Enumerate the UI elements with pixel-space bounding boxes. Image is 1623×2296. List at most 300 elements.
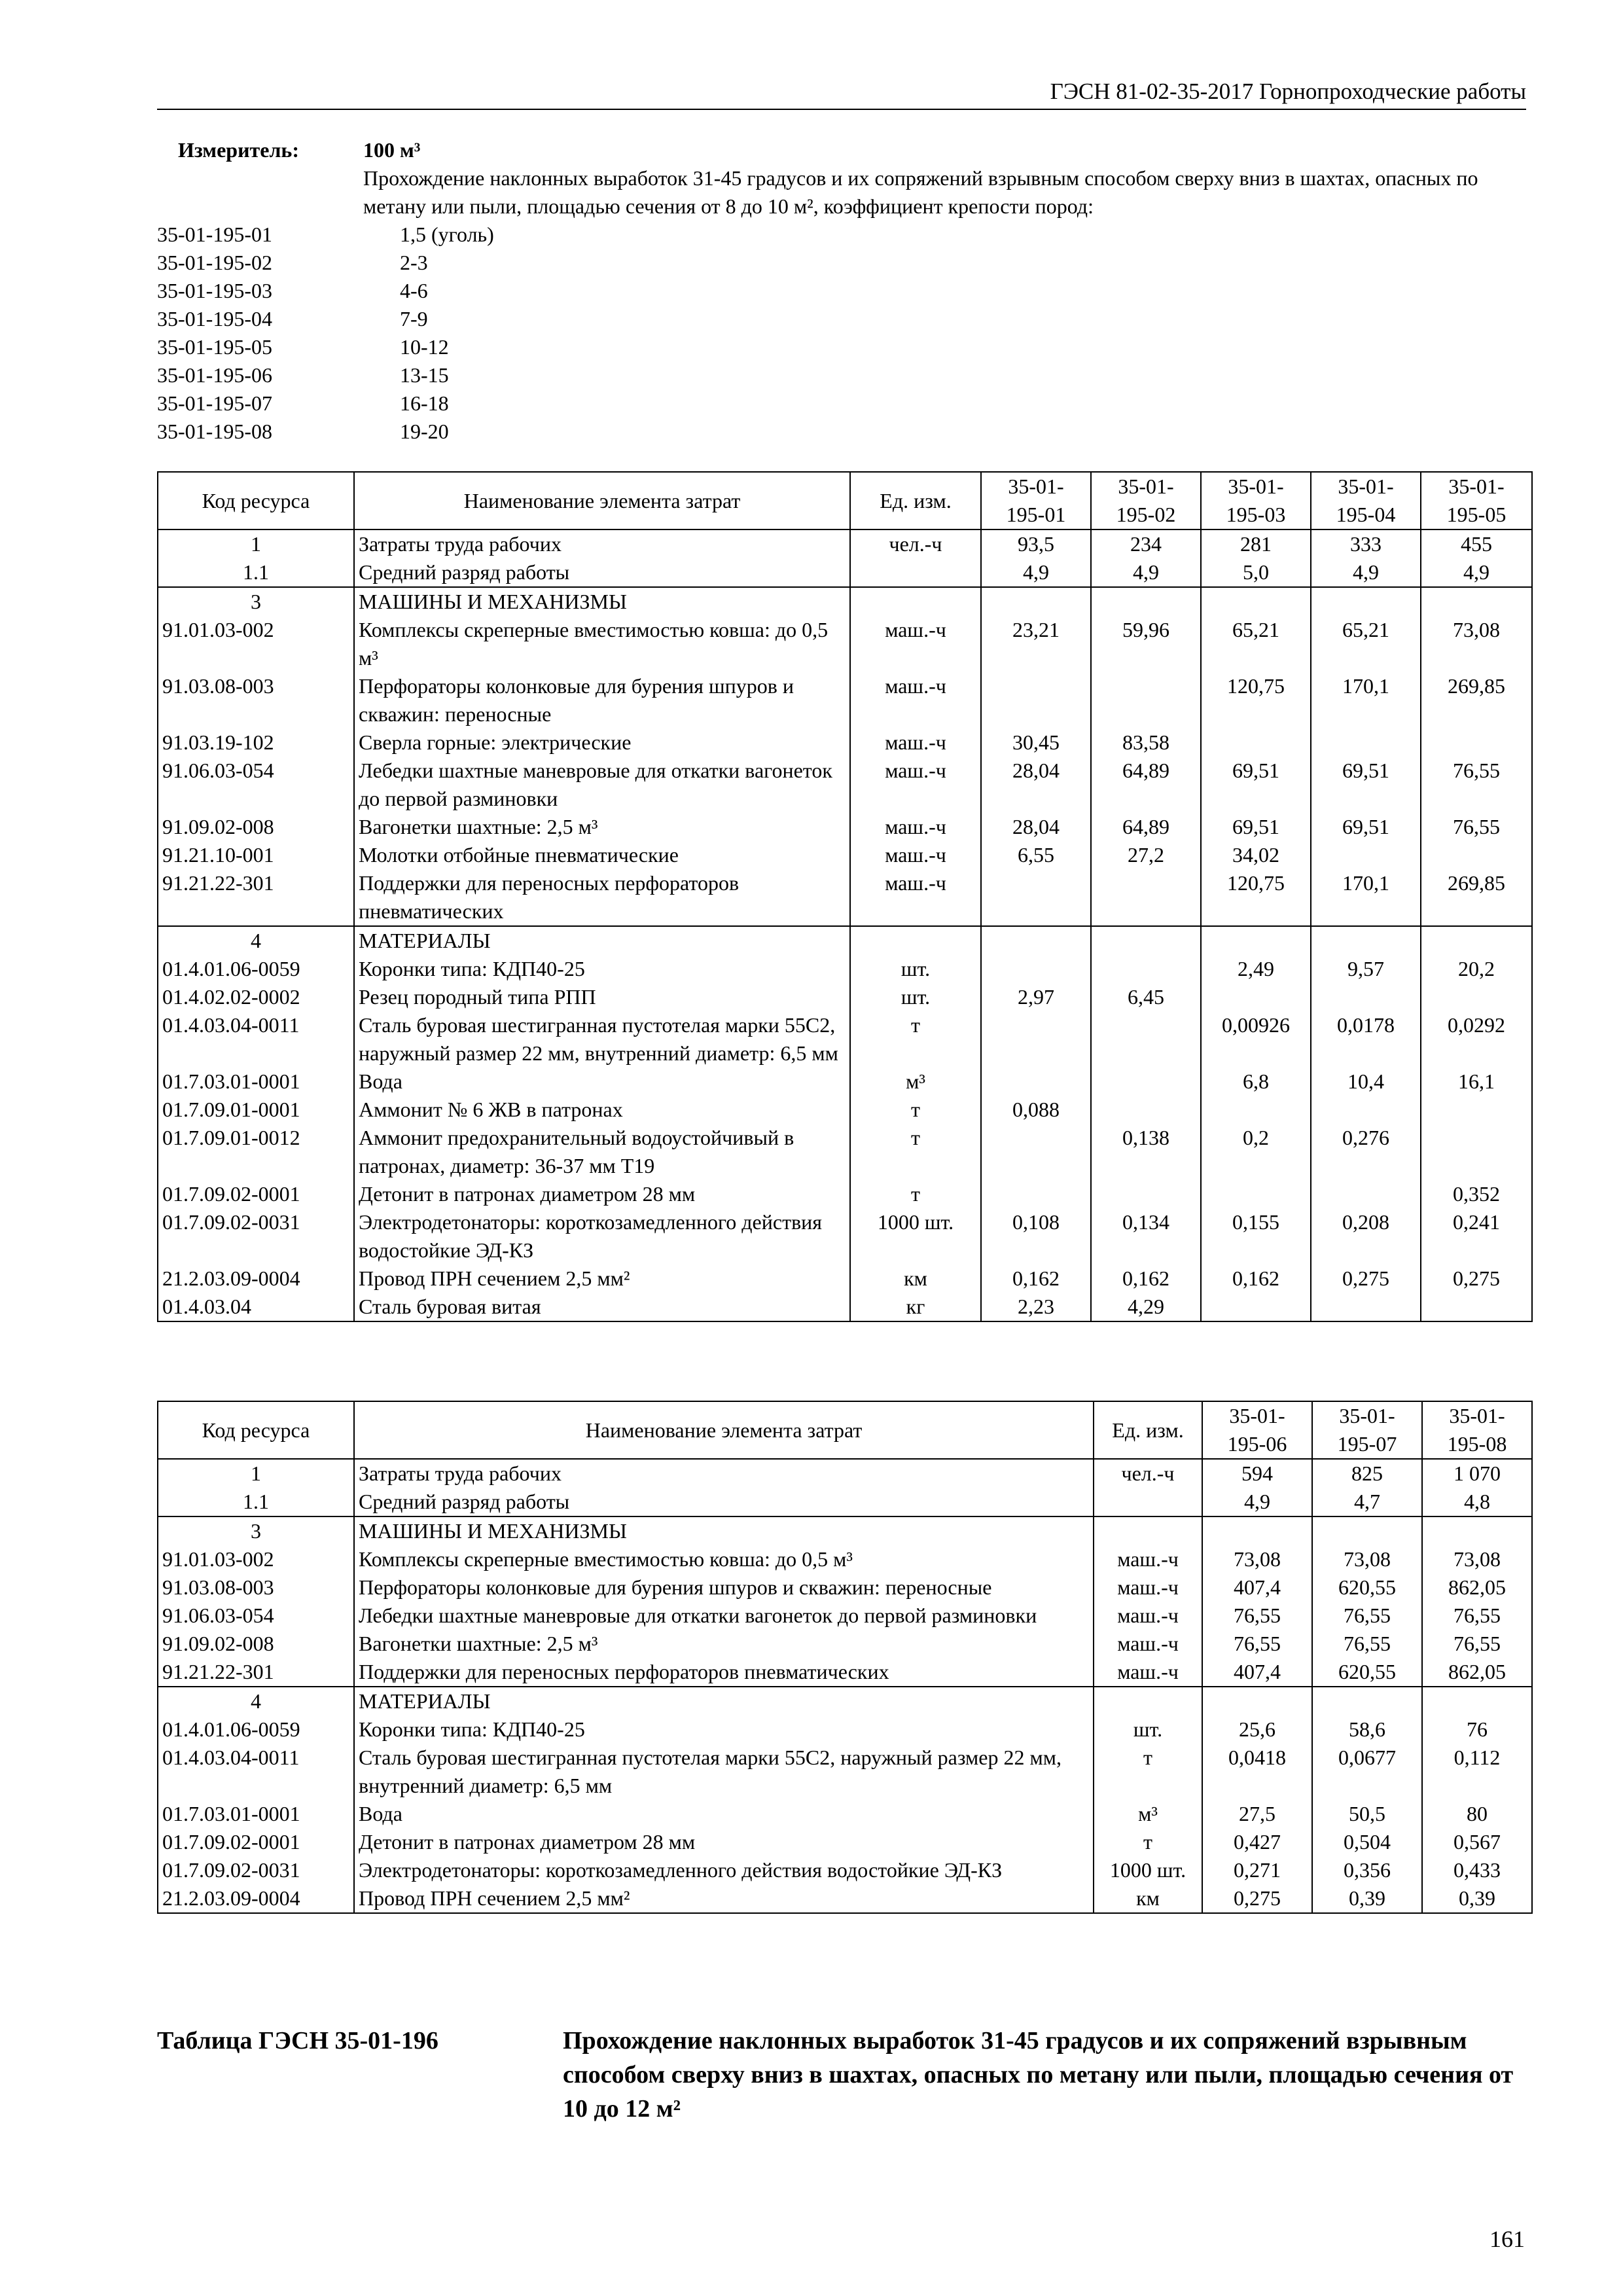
resource-name: Лебедки шахтные маневровые для откатки вагонеток до первой разминовки bbox=[354, 1602, 1094, 1630]
next-table-label: Таблица ГЭСН 35-01-196 bbox=[157, 2027, 438, 2054]
resource-code: 01.4.02.02-0002 bbox=[158, 983, 354, 1011]
unit-cell: маш.-ч bbox=[850, 869, 981, 926]
value-cell: 58,6 bbox=[1312, 1715, 1422, 1744]
value-cell bbox=[1421, 1293, 1532, 1321]
resource-name: Затраты труда рабочих bbox=[354, 1459, 1094, 1488]
value-cell: 65,21 bbox=[1201, 616, 1311, 672]
unit-cell: км bbox=[850, 1265, 981, 1293]
value-cell: 2,49 bbox=[1201, 955, 1311, 983]
table-row bbox=[158, 558, 1532, 587]
value-cell: 594 bbox=[1202, 1459, 1312, 1488]
value-cell: 269,85 bbox=[1421, 869, 1532, 926]
unit-cell bbox=[850, 587, 981, 616]
value-cell: 64,89 bbox=[1091, 757, 1201, 813]
resource-code: 1.1 bbox=[158, 1488, 354, 1516]
resource-code: 01.4.03.04-0011 bbox=[158, 1011, 354, 1067]
resource-code: 01.7.03.01-0001 bbox=[158, 1800, 354, 1828]
value-cell bbox=[1421, 926, 1532, 955]
meter-item bbox=[157, 389, 1531, 418]
table-row bbox=[158, 1715, 1532, 1744]
unit-cell: маш.-ч bbox=[850, 841, 981, 869]
table-row bbox=[158, 983, 1532, 1011]
value-cell bbox=[1311, 728, 1421, 757]
resource-code: 01.7.09.02-0031 bbox=[158, 1856, 354, 1884]
value-cell bbox=[1091, 955, 1201, 983]
table-header-row bbox=[158, 472, 1532, 529]
resource-name: МАШИНЫ И МЕХАНИЗМЫ bbox=[354, 587, 850, 616]
page-header-title: ГЭСН 81-02-35-2017 Горнопроходческие работы bbox=[1050, 79, 1526, 104]
value-cell bbox=[1421, 1096, 1532, 1124]
value-cell bbox=[1091, 672, 1201, 728]
meter-item-value: 13-15 bbox=[400, 363, 449, 387]
meter-item-code: 35-01-195-05 bbox=[157, 335, 272, 359]
resource-code: 01.4.01.06-0059 bbox=[158, 955, 354, 983]
column-header: 35-01- 195-04 bbox=[1311, 472, 1421, 529]
value-cell bbox=[1311, 983, 1421, 1011]
value-cell bbox=[981, 587, 1091, 616]
value-cell: 65,21 bbox=[1311, 616, 1421, 672]
value-cell bbox=[1201, 926, 1311, 955]
resource-code: 91.03.08-003 bbox=[158, 672, 354, 728]
meter-item bbox=[157, 418, 1531, 446]
resource-name: Детонит в патронах диаметром 28 мм bbox=[354, 1828, 1094, 1856]
meter-item-code: 35-01-195-06 bbox=[157, 363, 272, 387]
value-cell bbox=[1421, 728, 1532, 757]
value-cell: 27,5 bbox=[1202, 1800, 1312, 1828]
value-cell: 34,02 bbox=[1201, 841, 1311, 869]
resource-name: Электродетонаторы: короткозамедленного действия водостойкие ЭД-КЗ bbox=[354, 1856, 1094, 1884]
value-cell: 73,08 bbox=[1202, 1545, 1312, 1573]
unit-cell: шт. bbox=[1094, 1715, 1202, 1744]
value-cell: 0,00926 bbox=[1201, 1011, 1311, 1067]
value-cell: 234 bbox=[1091, 529, 1201, 558]
resource-name: Вода bbox=[354, 1800, 1094, 1828]
resource-code: 01.7.09.02-0001 bbox=[158, 1828, 354, 1856]
resource-name: Сталь буровая витая bbox=[354, 1293, 850, 1321]
value-cell bbox=[1311, 1096, 1421, 1124]
value-cell: 30,45 bbox=[981, 728, 1091, 757]
resource-code: 21.2.03.09-0004 bbox=[158, 1884, 354, 1913]
value-cell: 25,6 bbox=[1202, 1715, 1312, 1744]
value-cell: 0,0418 bbox=[1202, 1744, 1312, 1800]
value-cell: 73,08 bbox=[1421, 616, 1532, 672]
value-cell: 0,352 bbox=[1421, 1180, 1532, 1208]
meter-item-value: 19-20 bbox=[400, 420, 449, 443]
resource-name: Комплексы скреперные вместимостью ковша: до 0,5 м³ bbox=[354, 616, 850, 672]
table-row bbox=[158, 1096, 1532, 1124]
value-cell: 0,0178 bbox=[1311, 1011, 1421, 1067]
table-row bbox=[158, 1124, 1532, 1180]
value-cell: 76,55 bbox=[1422, 1602, 1532, 1630]
value-cell bbox=[981, 1124, 1091, 1180]
meter-description: Прохождение наклонных выработок 31-45 градусов и их сопряжений взрывным способом сверху вниз в шахтах, опасных по метану или пыли, площадью сечения от 8 до 10 м², коэффициент крепости пород: bbox=[363, 166, 1478, 218]
table-row bbox=[158, 1602, 1532, 1630]
resource-code: 01.4.03.04-0011 bbox=[158, 1744, 354, 1800]
resource-code: 1 bbox=[158, 529, 354, 558]
unit-cell bbox=[1094, 1687, 1202, 1715]
resource-name: Электродетонаторы: короткозамедленного действия водостойкие ЭД-КЗ bbox=[354, 1208, 850, 1265]
resource-code: 91.06.03-054 bbox=[158, 1602, 354, 1630]
value-cell: 69,51 bbox=[1311, 757, 1421, 813]
table-row bbox=[158, 1744, 1532, 1800]
value-cell: 76,55 bbox=[1202, 1602, 1312, 1630]
resource-code: 91.09.02-008 bbox=[158, 1630, 354, 1658]
unit-cell: маш.-ч bbox=[850, 616, 981, 672]
resource-code: 01.7.09.01-0001 bbox=[158, 1096, 354, 1124]
value-cell: 16,1 bbox=[1421, 1067, 1532, 1096]
table-row bbox=[158, 728, 1532, 757]
value-cell: 0,162 bbox=[1201, 1265, 1311, 1293]
unit-cell: т bbox=[1094, 1744, 1202, 1800]
value-cell: 620,55 bbox=[1312, 1658, 1422, 1687]
page-number: 161 bbox=[1489, 2226, 1525, 2252]
table-row bbox=[158, 1488, 1532, 1516]
table-row bbox=[158, 1800, 1532, 1828]
section-row bbox=[158, 587, 1532, 616]
unit-cell: т bbox=[850, 1180, 981, 1208]
resource-name: Перфораторы колонковые для бурения шпуров и скважин: переносные bbox=[354, 672, 850, 728]
value-cell bbox=[1091, 1180, 1201, 1208]
meter-item-value: 7-9 bbox=[400, 307, 428, 331]
value-cell: 0,276 bbox=[1311, 1124, 1421, 1180]
value-cell: 27,2 bbox=[1091, 841, 1201, 869]
unit-cell: маш.-ч bbox=[850, 728, 981, 757]
value-cell: 5,0 bbox=[1201, 558, 1311, 587]
unit-cell: т bbox=[850, 1011, 981, 1067]
value-cell bbox=[1311, 1180, 1421, 1208]
value-cell bbox=[1091, 869, 1201, 926]
resource-code: 01.7.09.02-0031 bbox=[158, 1208, 354, 1265]
value-cell: 59,96 bbox=[1091, 616, 1201, 672]
column-header: 35-01- 195-02 bbox=[1091, 472, 1201, 529]
resource-name: Молотки отбойные пневматические bbox=[354, 841, 850, 869]
value-cell bbox=[1091, 1067, 1201, 1096]
value-cell: 120,75 bbox=[1201, 672, 1311, 728]
value-cell: 120,75 bbox=[1201, 869, 1311, 926]
value-cell: 76 bbox=[1422, 1715, 1532, 1744]
resource-code: 91.01.03-002 bbox=[158, 1545, 354, 1573]
value-cell: 0,241 bbox=[1421, 1208, 1532, 1265]
column-header: Код ресурса bbox=[158, 1401, 354, 1459]
value-cell: 0,39 bbox=[1422, 1884, 1532, 1913]
value-cell bbox=[1421, 841, 1532, 869]
value-cell: 862,05 bbox=[1422, 1573, 1532, 1602]
unit-cell: 1000 шт. bbox=[850, 1208, 981, 1265]
value-cell: 0,162 bbox=[981, 1265, 1091, 1293]
meter-item bbox=[157, 249, 1531, 277]
value-cell: 69,51 bbox=[1311, 813, 1421, 841]
resource-name: Аммонит предохранительный водоустойчивый в патронах, диаметр: 36-37 мм Т19 bbox=[354, 1124, 850, 1180]
meter-item bbox=[157, 305, 1531, 333]
column-header: Код ресурса bbox=[158, 472, 354, 529]
resource-name: Вода bbox=[354, 1067, 850, 1096]
resource-code: 01.7.09.01-0012 bbox=[158, 1124, 354, 1180]
value-cell bbox=[981, 955, 1091, 983]
value-cell: 0,427 bbox=[1202, 1828, 1312, 1856]
table-row bbox=[158, 869, 1532, 926]
value-cell bbox=[1201, 1180, 1311, 1208]
table-row bbox=[158, 1180, 1532, 1208]
value-cell: 407,4 bbox=[1202, 1658, 1312, 1687]
resource-name: Провод ПРН сечением 2,5 мм² bbox=[354, 1265, 850, 1293]
value-cell bbox=[981, 1067, 1091, 1096]
value-cell: 6,55 bbox=[981, 841, 1091, 869]
resource-name: МАТЕРИАЛЫ bbox=[354, 926, 850, 955]
value-cell: 0,504 bbox=[1312, 1828, 1422, 1856]
resource-name: Вагонетки шахтные: 2,5 м³ bbox=[354, 1630, 1094, 1658]
value-cell bbox=[1311, 1293, 1421, 1321]
value-cell: 0,275 bbox=[1311, 1265, 1421, 1293]
value-cell bbox=[1202, 1516, 1312, 1545]
next-table-heading bbox=[157, 2024, 1531, 2126]
resource-name: Резец породный типа РПП bbox=[354, 983, 850, 1011]
value-cell: 1 070 bbox=[1422, 1459, 1532, 1488]
value-cell: 407,4 bbox=[1202, 1573, 1312, 1602]
value-cell: 4,9 bbox=[1311, 558, 1421, 587]
value-cell bbox=[1421, 587, 1532, 616]
table-row bbox=[158, 1856, 1532, 1884]
value-cell: 64,89 bbox=[1091, 813, 1201, 841]
value-cell: 4,8 bbox=[1422, 1488, 1532, 1516]
table-row bbox=[158, 1459, 1532, 1488]
value-cell: 73,08 bbox=[1422, 1545, 1532, 1573]
resource-name: Лебедки шахтные маневровые для откатки вагонеток до первой разминовки bbox=[354, 757, 850, 813]
resource-name: Поддержки для переносных перфораторов пневматических bbox=[354, 869, 850, 926]
value-cell: 170,1 bbox=[1311, 672, 1421, 728]
unit-cell: 1000 шт. bbox=[1094, 1856, 1202, 1884]
resource-code: 3 bbox=[158, 1516, 354, 1545]
value-cell bbox=[1312, 1687, 1422, 1715]
value-cell bbox=[981, 1011, 1091, 1067]
value-cell: 69,51 bbox=[1201, 813, 1311, 841]
table-row bbox=[158, 1545, 1532, 1573]
column-header: 35-01- 195-08 bbox=[1422, 1401, 1532, 1459]
resource-name: Вагонетки шахтные: 2,5 м³ bbox=[354, 813, 850, 841]
table-header-row bbox=[158, 1401, 1532, 1459]
value-cell bbox=[1201, 983, 1311, 1011]
value-cell: 0,567 bbox=[1422, 1828, 1532, 1856]
meter-item-value: 16-18 bbox=[400, 391, 449, 415]
resource-code: 3 bbox=[158, 587, 354, 616]
value-cell bbox=[1421, 983, 1532, 1011]
value-cell: 170,1 bbox=[1311, 869, 1421, 926]
unit-cell: т bbox=[850, 1124, 981, 1180]
resource-name: Средний разряд работы bbox=[354, 558, 850, 587]
resource-name: Аммонит № 6 ЖВ в патронах bbox=[354, 1096, 850, 1124]
unit-cell: м³ bbox=[850, 1067, 981, 1096]
value-cell: 4,9 bbox=[1091, 558, 1201, 587]
value-cell: 0,271 bbox=[1202, 1856, 1312, 1884]
value-cell bbox=[1311, 841, 1421, 869]
resource-name: МАШИНЫ И МЕХАНИЗМЫ bbox=[354, 1516, 1094, 1545]
section-row bbox=[158, 1687, 1532, 1715]
value-cell bbox=[1201, 1096, 1311, 1124]
unit-cell: кг bbox=[850, 1293, 981, 1321]
value-cell: 333 bbox=[1311, 529, 1421, 558]
resource-name: Сверла горные: электрические bbox=[354, 728, 850, 757]
value-cell: 825 bbox=[1312, 1459, 1422, 1488]
table-row bbox=[158, 1573, 1532, 1602]
unit-cell: маш.-ч bbox=[1094, 1573, 1202, 1602]
value-cell: 9,57 bbox=[1311, 955, 1421, 983]
resource-code: 91.21.22-301 bbox=[158, 1658, 354, 1687]
value-cell: 4,9 bbox=[1202, 1488, 1312, 1516]
value-cell: 28,04 bbox=[981, 757, 1091, 813]
meter-description-row bbox=[157, 164, 1531, 221]
unit-cell: чел.-ч bbox=[850, 529, 981, 558]
unit-cell: м³ bbox=[1094, 1800, 1202, 1828]
meter-item-code: 35-01-195-03 bbox=[157, 279, 272, 302]
resource-table-2 bbox=[157, 1401, 1533, 1914]
value-cell: 76,55 bbox=[1202, 1630, 1312, 1658]
unit-cell: чел.-ч bbox=[1094, 1459, 1202, 1488]
unit-cell: маш.-ч bbox=[1094, 1630, 1202, 1658]
resource-table-1 bbox=[157, 471, 1533, 1322]
value-cell: 0,0677 bbox=[1312, 1744, 1422, 1800]
value-cell: 93,5 bbox=[981, 529, 1091, 558]
value-cell: 76,55 bbox=[1421, 757, 1532, 813]
value-cell bbox=[1311, 926, 1421, 955]
value-cell bbox=[981, 672, 1091, 728]
next-table-title: Прохождение наклонных выработок 31-45 градусов и их сопряжений взрывным способом сверху вниз в шахтах, опасных по метану или пыли, площадью сечения от 10 до 12 м² bbox=[563, 2027, 1514, 2123]
value-cell: 0,138 bbox=[1091, 1124, 1201, 1180]
table-row bbox=[158, 672, 1532, 728]
value-cell bbox=[981, 869, 1091, 926]
unit-cell: т bbox=[850, 1096, 981, 1124]
unit-cell bbox=[1094, 1516, 1202, 1545]
meter-unit: 100 м³ bbox=[363, 138, 421, 162]
value-cell: 0,208 bbox=[1311, 1208, 1421, 1265]
value-cell: 0,155 bbox=[1201, 1208, 1311, 1265]
column-header: 35-01- 195-06 bbox=[1202, 1401, 1312, 1459]
value-cell bbox=[1091, 926, 1201, 955]
resource-name: Коронки типа: КДП40-25 bbox=[354, 955, 850, 983]
value-cell: 23,21 bbox=[981, 616, 1091, 672]
table-row bbox=[158, 616, 1532, 672]
value-cell bbox=[981, 926, 1091, 955]
value-cell: 28,04 bbox=[981, 813, 1091, 841]
unit-cell: маш.-ч bbox=[850, 672, 981, 728]
value-cell: 80 bbox=[1422, 1800, 1532, 1828]
resource-name: Провод ПРН сечением 2,5 мм² bbox=[354, 1884, 1094, 1913]
value-cell: 76,55 bbox=[1312, 1630, 1422, 1658]
resource-code: 01.7.03.01-0001 bbox=[158, 1067, 354, 1096]
value-cell: 0,112 bbox=[1422, 1744, 1532, 1800]
meter-item-code: 35-01-195-07 bbox=[157, 391, 272, 415]
column-header: Наименование элемента затрат bbox=[354, 472, 850, 529]
value-cell bbox=[1201, 728, 1311, 757]
resource-code: 91.01.03-002 bbox=[158, 616, 354, 672]
resource-code: 1 bbox=[158, 1459, 354, 1488]
resource-name: Сталь буровая шестигранная пустотелая марки 55С2, наружный размер 22 мм, внутренний диаметр: 6,5 мм bbox=[354, 1744, 1094, 1800]
meter-item-code: 35-01-195-04 bbox=[157, 307, 272, 331]
column-header: Ед. изм. bbox=[850, 472, 981, 529]
value-cell bbox=[1421, 1124, 1532, 1180]
unit-cell: т bbox=[1094, 1828, 1202, 1856]
value-cell: 6,8 bbox=[1201, 1067, 1311, 1096]
value-cell bbox=[1422, 1687, 1532, 1715]
meter-item-value: 1,5 (уголь) bbox=[400, 223, 494, 246]
value-cell: 10,4 bbox=[1311, 1067, 1421, 1096]
meter-row bbox=[157, 136, 1531, 164]
column-header: 35-01- 195-03 bbox=[1201, 472, 1311, 529]
value-cell: 0,433 bbox=[1422, 1856, 1532, 1884]
meter-item bbox=[157, 221, 1531, 249]
value-cell: 4,29 bbox=[1091, 1293, 1201, 1321]
unit-cell: шт. bbox=[850, 955, 981, 983]
resource-code: 91.06.03-054 bbox=[158, 757, 354, 813]
meter-item-code: 35-01-195-02 bbox=[157, 251, 272, 274]
value-cell: 0,275 bbox=[1202, 1884, 1312, 1913]
value-cell: 83,58 bbox=[1091, 728, 1201, 757]
meter-label: Измеритель: bbox=[178, 138, 299, 162]
meter-items bbox=[157, 221, 1531, 446]
column-header: 35-01- 195-05 bbox=[1421, 472, 1532, 529]
value-cell: 0,39 bbox=[1312, 1884, 1422, 1913]
resource-code: 1.1 bbox=[158, 558, 354, 587]
meter-item bbox=[157, 333, 1531, 361]
table-row bbox=[158, 1658, 1532, 1687]
meter-item bbox=[157, 361, 1531, 389]
value-cell: 0,088 bbox=[981, 1096, 1091, 1124]
value-cell: 2,97 bbox=[981, 983, 1091, 1011]
value-cell: 455 bbox=[1421, 529, 1532, 558]
unit-cell: маш.-ч bbox=[850, 813, 981, 841]
table-row bbox=[158, 1630, 1532, 1658]
resource-code: 21.2.03.09-0004 bbox=[158, 1265, 354, 1293]
value-cell: 0,0292 bbox=[1421, 1011, 1532, 1067]
value-cell bbox=[1311, 587, 1421, 616]
resource-name: Детонит в патронах диаметром 28 мм bbox=[354, 1180, 850, 1208]
value-cell: 269,85 bbox=[1421, 672, 1532, 728]
resource-code: 01.4.03.04 bbox=[158, 1293, 354, 1321]
value-cell: 0,108 bbox=[981, 1208, 1091, 1265]
value-cell: 69,51 bbox=[1201, 757, 1311, 813]
value-cell: 4,9 bbox=[1421, 558, 1532, 587]
value-cell bbox=[981, 1180, 1091, 1208]
value-cell bbox=[1312, 1516, 1422, 1545]
resource-code: 4 bbox=[158, 926, 354, 955]
value-cell: 76,55 bbox=[1421, 813, 1532, 841]
resource-name: Затраты труда рабочих bbox=[354, 529, 850, 558]
value-cell bbox=[1091, 1096, 1201, 1124]
value-cell bbox=[1422, 1516, 1532, 1545]
value-cell: 0,275 bbox=[1421, 1265, 1532, 1293]
value-cell bbox=[1201, 587, 1311, 616]
resource-name: Средний разряд работы bbox=[354, 1488, 1094, 1516]
value-cell: 862,05 bbox=[1422, 1658, 1532, 1687]
value-cell: 76,55 bbox=[1422, 1630, 1532, 1658]
value-cell: 620,55 bbox=[1312, 1573, 1422, 1602]
value-cell bbox=[1202, 1687, 1312, 1715]
value-cell: 0,162 bbox=[1091, 1265, 1201, 1293]
resource-code: 4 bbox=[158, 1687, 354, 1715]
meter-block bbox=[157, 136, 1531, 446]
table-row bbox=[158, 1884, 1532, 1913]
value-cell: 73,08 bbox=[1312, 1545, 1422, 1573]
value-cell bbox=[1091, 587, 1201, 616]
resource-name: Комплексы скреперные вместимостью ковша: до 0,5 м³ bbox=[354, 1545, 1094, 1573]
value-cell bbox=[1091, 1011, 1201, 1067]
value-cell: 0,2 bbox=[1201, 1124, 1311, 1180]
meter-item-code: 35-01-195-01 bbox=[157, 223, 272, 246]
value-cell: 20,2 bbox=[1421, 955, 1532, 983]
resource-name: Поддержки для переносных перфораторов пневматических bbox=[354, 1658, 1094, 1687]
table-row bbox=[158, 1067, 1532, 1096]
table-row bbox=[158, 1011, 1532, 1067]
column-header: Наименование элемента затрат bbox=[354, 1401, 1094, 1459]
value-cell: 76,55 bbox=[1312, 1602, 1422, 1630]
